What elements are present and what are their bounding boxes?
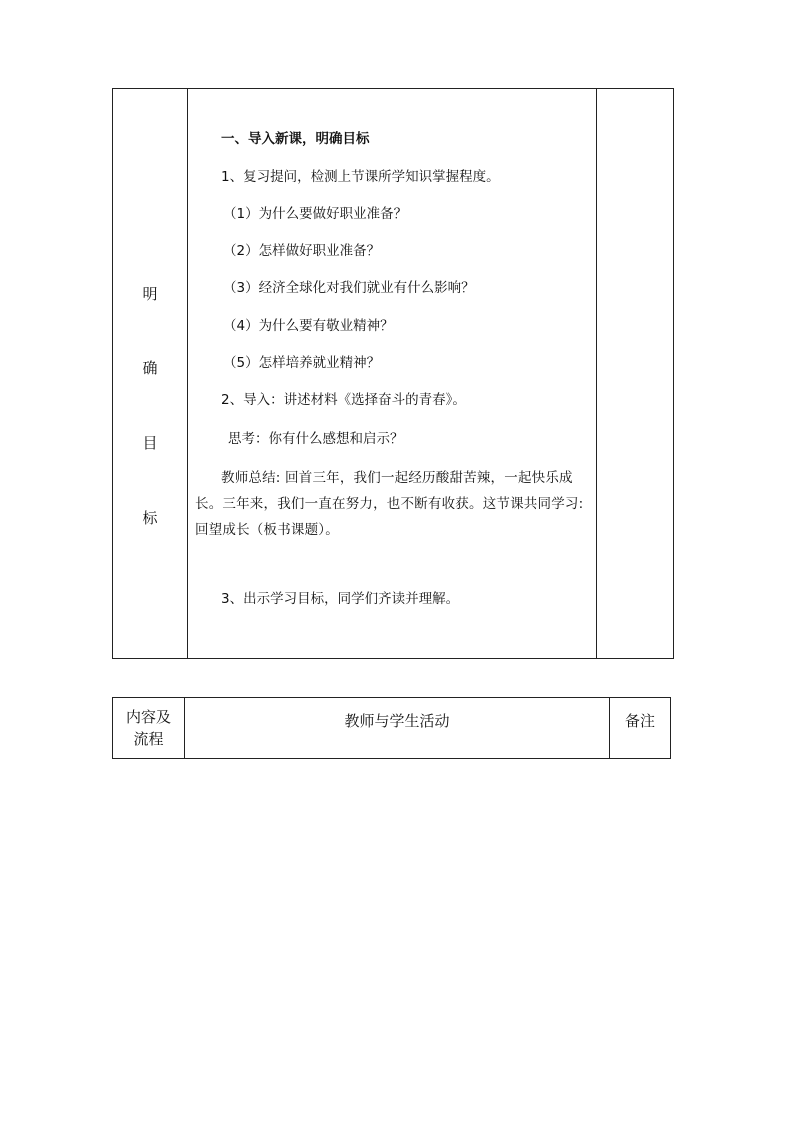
notes-header bbox=[609, 697, 671, 759]
activity-cell bbox=[187, 88, 597, 659]
lesson-table bbox=[112, 88, 674, 659]
question-1: （1）为什么要做好职业准备？ bbox=[223, 206, 408, 222]
teacher-summary: 教师总结: 回首三年，我们一起经历酸甜苦辣，一起快乐成长。三年来，我们一直在努力，也不断有收获。这节课共同学习:回望成长（板书课题）。 bbox=[195, 470, 584, 538]
content-flow-line: 流程 bbox=[133, 730, 164, 748]
section-label-char: 明 bbox=[142, 285, 158, 303]
objectives-item: 3、出示学习目标，同学们齐读并理解。 bbox=[221, 591, 460, 607]
content-flow-line: 内容及 bbox=[125, 708, 171, 726]
question-2: （2）怎样做好职业准备？ bbox=[223, 243, 381, 259]
section-label-cell bbox=[112, 88, 188, 659]
intro-item: 2、导入：讲述材料《选择奋斗的青春》。 bbox=[221, 392, 466, 408]
question-4: （4）为什么要有敬业精神？ bbox=[223, 318, 394, 334]
section-label-char: 标 bbox=[142, 509, 158, 527]
header-table bbox=[112, 697, 671, 759]
question-3: （3）经济全球化对我们就业有什么影响？ bbox=[223, 280, 475, 296]
think-prompt: 思考：你有什么感想和启示？ bbox=[228, 431, 404, 447]
content-flow-header bbox=[112, 697, 185, 759]
notes-cell bbox=[596, 88, 674, 659]
notes-header-label: 备注 bbox=[624, 712, 655, 730]
activities-header-label: 教师与学生活动 bbox=[344, 712, 450, 730]
section-heading: 一、导入新课，明确目标 bbox=[221, 131, 370, 147]
section-label-char: 目 bbox=[142, 434, 158, 452]
section-label-char: 确 bbox=[142, 359, 158, 377]
review-item: 1、复习提问，检测上节课所学知识掌握程度。 bbox=[221, 169, 500, 185]
activities-header bbox=[184, 697, 610, 759]
question-5: （5）怎样培养就业精神？ bbox=[223, 355, 381, 371]
